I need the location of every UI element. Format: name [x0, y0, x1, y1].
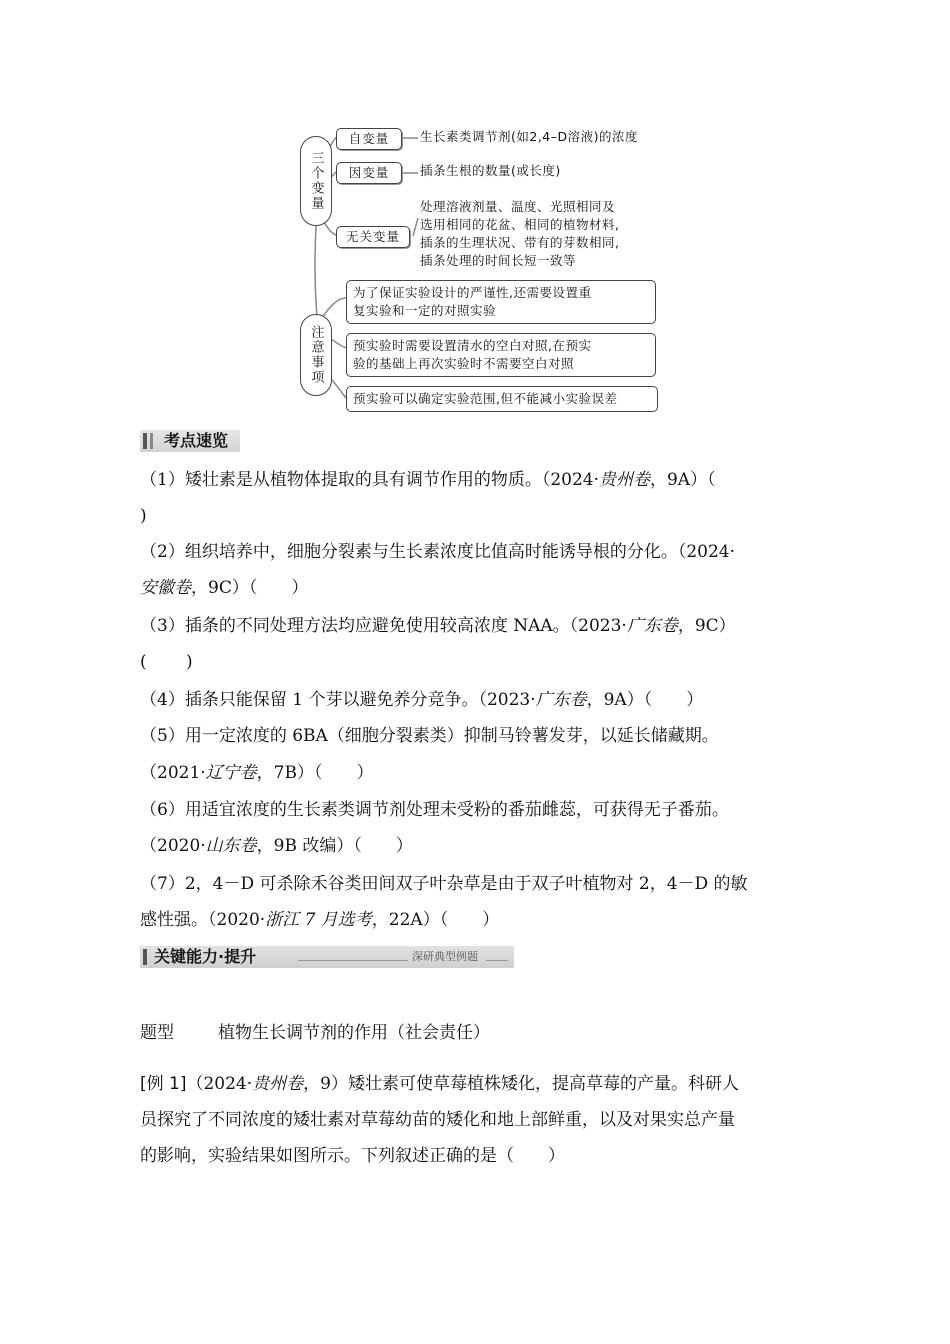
list-item: ): [140, 506, 147, 526]
divider: [486, 960, 508, 961]
list-item: （1）矮壮素是从植物体提取的具有调节作用的物质。（2024·贵州卷，9A）（: [140, 470, 716, 490]
topic-label: 题型: [140, 1023, 174, 1043]
example-line: 员探究了不同浓度的矮壮素对草莓幼苗的矮化和地上部鲜重，以及对果实总产量: [140, 1110, 735, 1130]
list-item: （2021·辽宁卷，7B）（ ）: [140, 763, 374, 783]
independent-variable-desc: 生长素类调节剂(如2,4–D溶液)的浓度: [420, 129, 639, 144]
note-box-2: 预实验时需要设置清水的空白对照,在预实 验的基础上再次实验时不需要空白对照: [346, 333, 656, 377]
list-item: 感性强。（2020·浙江 7 月选考，22A）（ ）: [140, 910, 500, 930]
divider: [298, 960, 408, 961]
section-header-quick-review: [140, 430, 240, 452]
irrelevant-variable-tag: 无关变量: [336, 226, 410, 248]
list-item: （6）用适宜浓度的生长素类调节剂处理未受粉的番茄雌蕊，可获得无子番茄。: [140, 800, 729, 820]
section-title: 考点速览: [164, 431, 229, 450]
example-tag: [例 1]: [140, 1074, 187, 1094]
independent-variable-tag: 自变量: [336, 128, 402, 150]
group-notes: 注意事项: [300, 314, 332, 396]
example-line: [例 1]（2024·贵州卷，9）矮壮素可使草莓植株矮化，提高草莓的产量。科研人: [140, 1074, 739, 1094]
list-item: （2020·山东卷，9B 改编）（ ）: [140, 836, 413, 856]
note-box-1: 为了保证实验设计的严谨性,还需要设置重 复实验和一定的对照实验: [346, 280, 656, 324]
list-item: （5）用一定浓度的 6BA（细胞分裂素类）抑制马铃薯发芽，以延长储藏期。: [140, 726, 719, 746]
list-item: （3）插条的不同处理方法均应避免使用较高浓度 NAA。（2023·广东卷，9C）: [140, 616, 736, 636]
section-header-key-ability: [140, 946, 514, 968]
note-box-3: 预实验可以确定实验范围,但不能减小实验误差: [346, 386, 658, 412]
example-line: 的影响，实验结果如图所示。下列叙述正确的是（ ）: [140, 1146, 565, 1166]
section-title: 关键能力·提升: [154, 947, 257, 966]
group-three-variables: 三个变量: [300, 136, 332, 226]
list-item: 安徽卷，9C）（ ）: [140, 578, 309, 598]
list-item: （4）插条只能保留 1 个芽以避免养分竞争。（2023·广东卷，9A）（ ）: [140, 690, 704, 710]
list-item: （2）组织培养中，细胞分裂素与生长素浓度比值高时能诱导根的分化。（2024·: [140, 542, 735, 562]
section-marker: [143, 949, 147, 965]
dependent-variable-tag: 因变量: [336, 162, 402, 184]
topic-title: 植物生长调节剂的作用（社会责任）: [218, 1023, 490, 1043]
dependent-variable-desc: 插条生根的数量(或长度): [420, 163, 561, 178]
section-subtitle: 深研典型例题: [412, 950, 478, 963]
list-item: （7）2，4－D 可杀除禾谷类田间双子叶杂草是由于双子叶植物对 2，4－D 的敏: [140, 874, 748, 894]
list-item: ( ): [140, 652, 193, 672]
concept-diagram: [290, 118, 670, 418]
section-marker: [143, 433, 147, 449]
irrelevant-variable-desc: 处理溶液剂量、温度、光照相同及 选用相同的花盆、相同的植物材料, 插条的生理状况、带有的芽数相同, 插条处理的时间长短一致等: [420, 199, 620, 268]
section-marker: [150, 433, 153, 449]
